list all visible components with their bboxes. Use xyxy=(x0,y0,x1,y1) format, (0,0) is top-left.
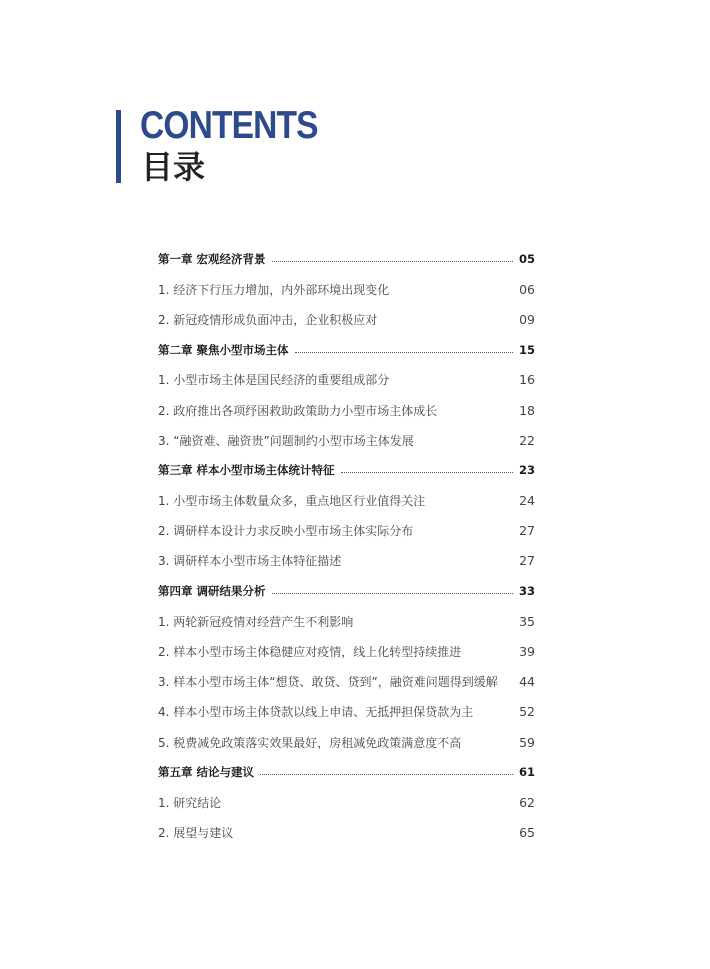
toc-section-title: 1. 小型市场主体数量众多，重点地区行业值得关注 xyxy=(158,494,426,509)
toc-page-number: 09 xyxy=(519,311,535,327)
toc-section-title: 3. 调研样本小型市场主体特征描述 xyxy=(158,554,342,569)
toc-chapter-title: 第五章 结论与建议 xyxy=(158,765,255,780)
toc-section-row[interactable] xyxy=(158,304,535,334)
toc-page-number: 18 xyxy=(519,402,535,418)
toc-section-title: 1. 小型市场主体是国民经济的重要组成部分 xyxy=(158,373,390,388)
toc-dot-leader xyxy=(272,260,513,262)
toc-section-title: 2. 展望与建议 xyxy=(158,826,234,841)
table-of-contents xyxy=(158,244,535,848)
toc-chapter-title: 第四章 调研结果分析 xyxy=(158,584,266,599)
toc-page-number: 15 xyxy=(518,342,535,357)
toc-section-row[interactable] xyxy=(158,486,535,516)
toc-chapter-row[interactable] xyxy=(158,576,535,606)
toc-page-number: 61 xyxy=(518,765,535,780)
toc-section-row[interactable] xyxy=(158,787,535,817)
toc-dot-leader xyxy=(260,773,513,775)
toc-section-row[interactable] xyxy=(158,606,535,636)
toc-dot-leader xyxy=(272,592,513,594)
toc-section-row[interactable] xyxy=(158,636,535,666)
toc-dot-leader xyxy=(295,351,513,353)
toc-page-number: 52 xyxy=(519,704,535,720)
toc-page-number: 44 xyxy=(519,674,535,690)
toc-section-title: 2. 政府推出各项纾困救助政策助力小型市场主体成长 xyxy=(158,403,438,418)
toc-page-number: 65 xyxy=(519,825,535,841)
toc-chapter-row[interactable] xyxy=(158,335,535,365)
toc-page-number: 62 xyxy=(519,794,535,810)
toc-dot-leader xyxy=(341,471,513,473)
toc-section-row[interactable] xyxy=(158,697,535,727)
toc-section-title: 1. 研究结论 xyxy=(158,795,222,810)
toc-section-row[interactable] xyxy=(158,516,535,546)
toc-page-number: 27 xyxy=(519,553,535,569)
toc-page-number: 16 xyxy=(519,372,535,388)
page-title-en: CONTENTS xyxy=(140,104,318,147)
toc-section-title: 1. 两轮新冠疫情对经营产生不利影响 xyxy=(158,614,354,629)
toc-page-number: 39 xyxy=(519,644,535,660)
toc-section-row[interactable] xyxy=(158,667,535,697)
toc-page-number: 24 xyxy=(519,493,535,509)
toc-section-title: 3. “融资难、融资贵”问题制约小型市场主体发展 xyxy=(158,433,414,448)
toc-page-number: 59 xyxy=(519,734,535,750)
toc-page-number: 27 xyxy=(519,523,535,539)
toc-section-row[interactable] xyxy=(158,425,535,455)
toc-section-row[interactable] xyxy=(158,727,535,757)
toc-section-title: 5. 税费减免政策落实效果最好，房租减免政策满意度不高 xyxy=(158,735,462,750)
toc-section-title: 4. 样本小型市场主体贷款以线上申请、无抵押担保贷款为主 xyxy=(158,705,474,720)
toc-section-title: 2. 新冠疫情形成负面冲击，企业积极应对 xyxy=(158,312,378,327)
toc-section-row[interactable] xyxy=(158,365,535,395)
toc-page-number: 33 xyxy=(518,584,535,599)
toc-page-number: 06 xyxy=(519,281,535,297)
toc-chapter-row[interactable] xyxy=(158,455,535,485)
toc-section-row[interactable] xyxy=(158,546,535,576)
toc-chapter-title: 第三章 样本小型市场主体统计特征 xyxy=(158,463,335,478)
toc-section-title: 3. 样本小型市场主体“想贷、敢贷、贷到”，融资难问题得到缓解 xyxy=(158,675,498,690)
toc-chapter-row[interactable] xyxy=(158,757,535,787)
toc-section-row[interactable] xyxy=(158,818,535,848)
toc-chapter-title: 第二章 聚焦小型市场主体 xyxy=(158,342,289,357)
toc-page-number: 22 xyxy=(519,432,535,448)
toc-page-number: 23 xyxy=(518,463,535,478)
toc-page-number: 05 xyxy=(518,252,535,267)
toc-chapter-title: 第一章 宏观经济背景 xyxy=(158,252,266,267)
toc-section-row[interactable] xyxy=(158,395,535,425)
toc-chapter-row[interactable] xyxy=(158,244,535,274)
toc-section-row[interactable] xyxy=(158,274,535,304)
toc-section-title: 1. 经济下行压力增加，内外部环境出现变化 xyxy=(158,282,390,297)
toc-section-title: 2. 样本小型市场主体稳健应对疫情，线上化转型持续推进 xyxy=(158,645,462,660)
page-title-cn: 目录 xyxy=(141,148,206,186)
toc-page-number: 35 xyxy=(519,613,535,629)
header-accent-bar xyxy=(116,110,121,183)
toc-section-title: 2. 调研样本设计力求反映小型市场主体实际分布 xyxy=(158,524,414,539)
